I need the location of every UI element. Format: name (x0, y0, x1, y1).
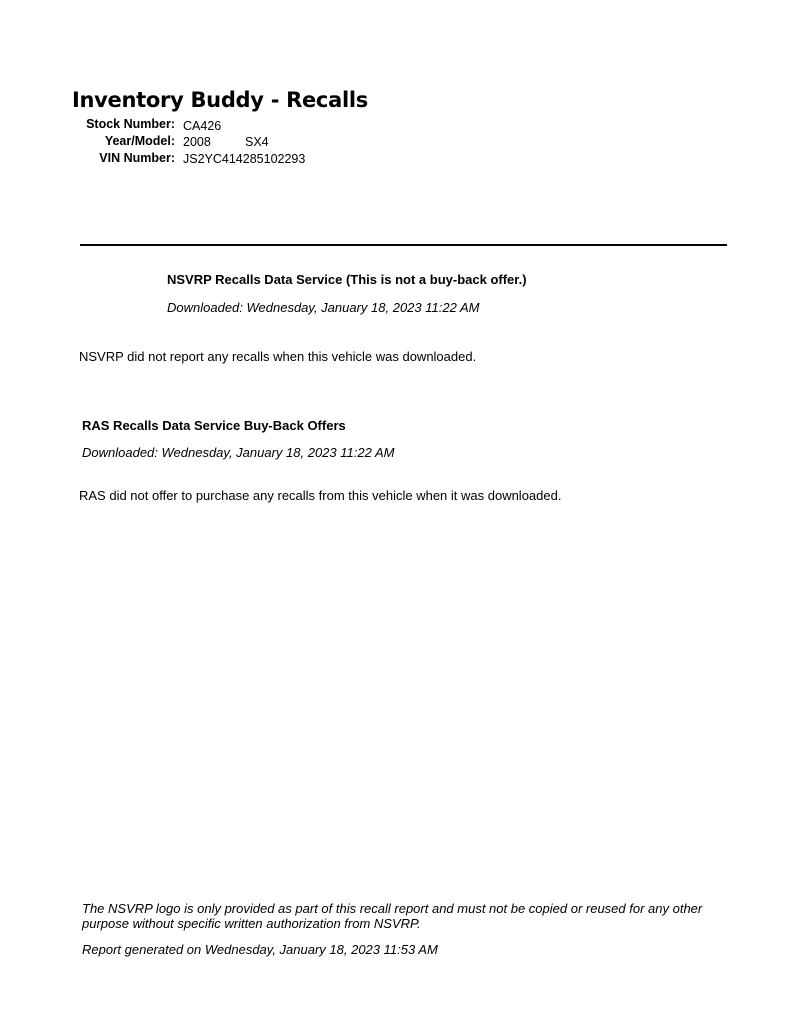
vin-label: VIN Number: (99, 151, 175, 165)
nsvrp-downloaded: Downloaded: Wednesday, January 18, 2023 11:22 AM (167, 300, 480, 315)
nsvrp-heading: NSVRP Recalls Data Service (This is not a buy-back offer.) (167, 272, 527, 287)
model-value: SX4 (245, 135, 269, 149)
year-model-label: Year/Model: (104, 134, 175, 148)
ras-heading: RAS Recalls Data Service Buy-Back Offers (82, 418, 346, 433)
ras-message: RAS did not offer to purchase any recalls from this vehicle when it was downloaded. (79, 488, 562, 503)
logo-usage-notice: The NSVRP logo is only provided as part of this recall report and must not be copied or reused for any other purpose without specific written authorization from NSVRP. (82, 901, 703, 931)
stock-number-value: CA426 (183, 119, 222, 133)
report-generated-timestamp: Report generated on Wednesday, January 18, 2023 11:53 AM (82, 942, 438, 957)
vin-value: JS2YC414285102293 (183, 152, 306, 166)
section-divider (80, 244, 727, 246)
report-title: Inventory Buddy - Recalls (72, 88, 368, 112)
ras-downloaded: Downloaded: Wednesday, January 18, 2023 11:22 AM (82, 445, 395, 460)
stock-number-label: Stock Number: (86, 117, 175, 131)
year-value: 2008 (183, 135, 211, 149)
nsvrp-message: NSVRP did not report any recalls when this vehicle was downloaded. (79, 349, 477, 364)
